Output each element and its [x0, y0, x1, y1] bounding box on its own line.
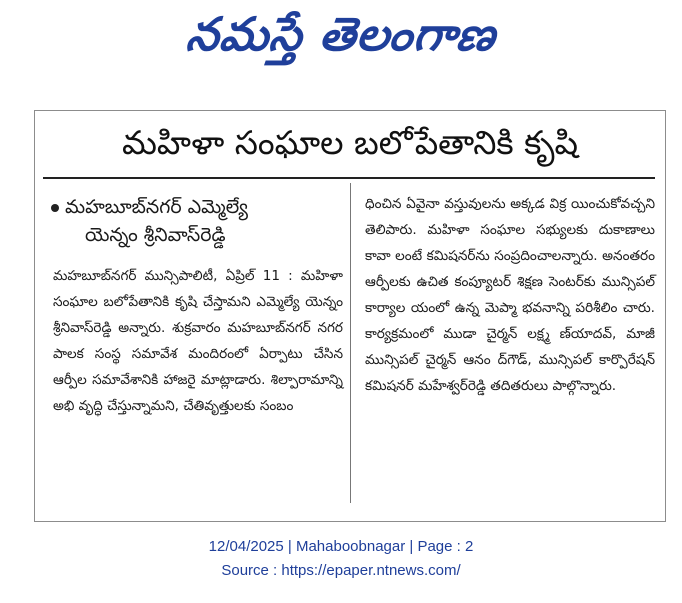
masthead — [0, 0, 682, 80]
footer-source: Source : https://epaper.ntnews.com/ — [221, 562, 461, 579]
newspaper-logo: నమస్తే తెలంగాణ — [184, 7, 500, 61]
byline-line1: మహబూబ్‌నగర్ ఎమ్మెల్యే — [65, 196, 248, 218]
article-byline — [51, 193, 341, 249]
article-headline: మహిళా సంఘాల బలోపేతానికి కృషి — [121, 123, 579, 162]
column-divider — [350, 183, 351, 503]
footer-date-edition: 12/04/2025 | Mahaboobnagar | Page : 2 — [208, 538, 474, 555]
article-body-left: మహబూబ్‌నగర్ మున్సిపాలిటీ, ఏప్రిల్ 11 : మహిళా సంఘాల బలోపేతానికి కృషి చేస్తామని ఎమ్మెల్యే యెన్నం శ్రీనివాస్‌రెడ్డి అన్నారు. శుక్రవారం మహబూబ్‌నగర్ నగర పాలక సంస్థ సమావేశ మందిరంలో ఏర్పాటు చేసిన ఆర్పీల సమావేశానికి హాజరై మాట్లాడారు. శిల్పారామాన్ని అభి వృద్ధి చేస్తున్నామని, చేతివృత్తులకు సంబం — [53, 268, 343, 414]
article-clipping — [34, 110, 666, 522]
headline-divider — [43, 177, 655, 179]
byline-line2: యెన్నం శ్రీనివాస్‌రెడ్డి — [85, 224, 226, 246]
article-body-right: ధించిన ఏవైనా వస్తువులను అక్కడ విక్ర యించుకోవచ్చని తెలిపారు. మహిళా సంఘాల సభ్యులకు దుకాణాలు కావా లంటే కమిషనర్‌ను సంప్రదించాలన్నారు. అనంతరం ఆర్పీలకు ఉచిత కంప్యూటర్ శిక్షణ సెంటర్‌కు మున్సిపల్ కార్యాల యంలో ఉన్న మెప్మా భవనాన్ని పరిశీలిం చారు. కార్యక్రమంలో ముడా చైర్మన్ లక్ష్మ ణ్‌యాదవ్, మాజీ మున్సిపల్ చైర్మన్ ఆనం ద్‌గౌడ్, మున్సిపల్ కార్పొరేషన్ కమిషనర్ మహేశ్వర్‌రెడ్డి తదితరులు పాల్గొన్నారు. — [365, 196, 655, 394]
bullet-icon — [51, 204, 59, 212]
